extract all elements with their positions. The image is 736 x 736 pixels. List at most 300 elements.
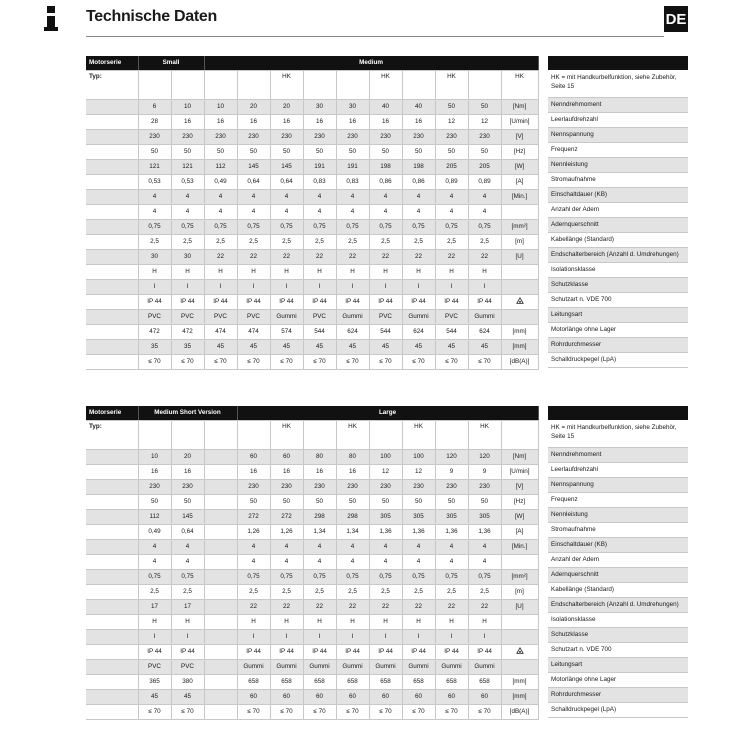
value-cell: ≤ 70 [138, 355, 171, 370]
value-cell: 4 [369, 190, 402, 205]
row-label-cell [86, 465, 138, 480]
row-label-cell [86, 130, 138, 145]
value-cell: 50 [402, 495, 435, 510]
description-cell: Leitungsart [548, 308, 688, 323]
value-cell: H [435, 265, 468, 280]
table-row [86, 265, 538, 280]
table-row [86, 675, 538, 690]
table-row [86, 645, 538, 660]
row-label-cell [86, 115, 138, 130]
row-label-cell [86, 705, 138, 720]
table-row [86, 340, 538, 355]
value-cell: 0,75 [204, 220, 237, 235]
value-cell: 121 [171, 160, 204, 175]
value-cell: 4 [369, 555, 402, 570]
description-cell: Einschaltdauer (KB) [548, 538, 688, 553]
value-cell: 0,75 [336, 220, 369, 235]
value-cell: ≤ 70 [468, 705, 501, 720]
value-cell: 230 [369, 130, 402, 145]
description-cell: Endschalterbereich (Anzahl d. Umdrehungen) [548, 598, 688, 613]
value-cell: 4 [435, 205, 468, 220]
value-cell: 45 [435, 340, 468, 355]
value-cell: 4 [435, 555, 468, 570]
type-cell [138, 421, 171, 450]
row-label-cell [86, 160, 138, 175]
value-cell: Gummi [303, 660, 336, 675]
type-cell: HK [468, 421, 501, 450]
value-cell: 0,75 [171, 570, 204, 585]
value-cell: IP 44 [303, 645, 336, 660]
row-label-cell [86, 570, 138, 585]
value-cell: H [402, 265, 435, 280]
value-cell: 230 [435, 130, 468, 145]
value-cell: I [270, 280, 303, 295]
description-cell: Nennleistung [548, 158, 688, 173]
value-cell: 4 [171, 555, 204, 570]
row-label-cell [86, 525, 138, 540]
unit-cell: [mm²] [501, 570, 538, 585]
value-cell: IP 44 [336, 645, 369, 660]
value-cell [204, 510, 237, 525]
table-row [86, 705, 538, 720]
unit-cell: [Hz] [501, 145, 538, 160]
value-cell: 16 [270, 465, 303, 480]
value-cell: 658 [402, 675, 435, 690]
page-title: Technische Daten [86, 8, 217, 25]
value-cell: ≤ 70 [468, 355, 501, 370]
value-cell: 230 [402, 130, 435, 145]
value-cell: 12 [369, 465, 402, 480]
value-cell: Gummi [336, 310, 369, 325]
value-cell: 60 [369, 690, 402, 705]
unit-cell: [A] [501, 525, 538, 540]
description-cell: Rohrdurchmesser [548, 338, 688, 353]
row-label-cell [86, 450, 138, 465]
value-cell: 22 [270, 600, 303, 615]
value-cell: 45 [303, 340, 336, 355]
value-cell: ≤ 70 [435, 705, 468, 720]
value-cell: 230 [369, 480, 402, 495]
value-cell: 12 [468, 115, 501, 130]
value-cell: 0,75 [171, 220, 204, 235]
value-cell: I [303, 280, 336, 295]
value-cell: 1,36 [435, 525, 468, 540]
value-cell: H [171, 265, 204, 280]
value-cell: 4 [270, 540, 303, 555]
value-cell: 50 [270, 495, 303, 510]
value-cell: 2,5 [303, 235, 336, 250]
table-row [86, 190, 538, 205]
value-cell: 50 [435, 145, 468, 160]
description-cell: Schutzklasse [548, 628, 688, 643]
value-cell: 624 [468, 325, 501, 340]
unit-cell [501, 205, 538, 220]
value-cell: 544 [303, 325, 336, 340]
value-cell: 305 [369, 510, 402, 525]
motor-series-label: Motorserie [86, 406, 138, 421]
value-cell: IP 44 [270, 645, 303, 660]
value-cell: H [171, 615, 204, 630]
description-cell: Nennleistung [548, 508, 688, 523]
value-cell: IP 44 [402, 295, 435, 310]
value-cell: 22 [369, 600, 402, 615]
value-cell: 0,75 [336, 570, 369, 585]
value-cell: IP 44 [369, 645, 402, 660]
value-cell: 0,64 [270, 175, 303, 190]
value-cell: H [369, 615, 402, 630]
value-cell: 9 [468, 465, 501, 480]
unit-cell: [Hz] [501, 495, 538, 510]
group-header: Medium Short Version [138, 406, 237, 421]
value-cell: 22 [336, 250, 369, 265]
value-cell: 50 [270, 145, 303, 160]
value-cell: 1,36 [369, 525, 402, 540]
value-cell: 1,34 [336, 525, 369, 540]
value-cell: 50 [435, 100, 468, 115]
value-cell: PVC [138, 660, 171, 675]
description-cell: Frequenz [548, 143, 688, 158]
value-cell [204, 660, 237, 675]
value-cell: 0,89 [468, 175, 501, 190]
value-cell: 624 [336, 325, 369, 340]
value-cell: 4 [270, 555, 303, 570]
value-cell: 2,5 [336, 585, 369, 600]
value-cell: 16 [336, 465, 369, 480]
type-cell [303, 71, 336, 100]
description-cell: Stromaufnahme [548, 173, 688, 188]
value-cell: PVC [435, 310, 468, 325]
value-cell: 120 [435, 450, 468, 465]
value-cell: H [435, 615, 468, 630]
value-cell: 50 [138, 495, 171, 510]
value-cell: 20 [270, 100, 303, 115]
row-label-cell [86, 325, 138, 340]
table-row [86, 130, 538, 145]
description-cell: Frequenz [548, 493, 688, 508]
unit-cell: [Min.] [501, 540, 538, 555]
value-cell: 45 [138, 690, 171, 705]
unit-cell: [dB(A)] [501, 705, 538, 720]
value-cell: 4 [303, 190, 336, 205]
value-cell: 2,5 [435, 235, 468, 250]
value-cell: 4 [336, 555, 369, 570]
value-cell: 272 [237, 510, 270, 525]
unit-cell: [mm] [501, 325, 538, 340]
value-cell: 474 [204, 325, 237, 340]
value-cell: 4 [270, 190, 303, 205]
type-cell: HK [270, 71, 303, 100]
value-cell: 12 [402, 465, 435, 480]
unit-cell: [U/min] [501, 115, 538, 130]
value-cell: Gummi [369, 660, 402, 675]
type-label: Typ: [86, 71, 138, 100]
value-cell: 120 [468, 450, 501, 465]
value-cell: ≤ 70 [171, 705, 204, 720]
value-cell: 305 [402, 510, 435, 525]
value-cell: 191 [303, 160, 336, 175]
unit-cell: [W] [501, 510, 538, 525]
value-cell: IP 44 [237, 295, 270, 310]
value-cell: 0,75 [435, 570, 468, 585]
row-label-cell [86, 235, 138, 250]
value-cell: H [237, 265, 270, 280]
description-cell: Schalldruckpegel (LpA) [548, 703, 688, 718]
type-cell: HK [336, 421, 369, 450]
value-cell: 50 [435, 495, 468, 510]
value-cell: 30 [336, 100, 369, 115]
value-cell: 22 [468, 250, 501, 265]
value-cell: I [171, 280, 204, 295]
row-label-cell [86, 630, 138, 645]
type-cell: HK [501, 71, 538, 100]
value-cell: 4 [402, 540, 435, 555]
table-row [86, 100, 538, 115]
value-cell: I [468, 280, 501, 295]
row-label-cell [86, 495, 138, 510]
unit-cell: [A] [501, 175, 538, 190]
header-divider [86, 36, 664, 37]
value-cell: 0,75 [369, 220, 402, 235]
table-row [86, 555, 538, 570]
value-cell: 0,49 [204, 175, 237, 190]
description-cell: Anzahl der Adern [548, 553, 688, 568]
unit-cell [501, 645, 538, 660]
description-cell: Schutzart n. VDE 700 [548, 293, 688, 308]
value-cell: 230 [270, 480, 303, 495]
protection-icon [516, 297, 524, 305]
table-row [86, 570, 538, 585]
value-cell: 16 [303, 115, 336, 130]
table-row [86, 355, 538, 370]
value-cell: 230 [468, 480, 501, 495]
value-cell: 305 [468, 510, 501, 525]
unit-cell: [dB(A)] [501, 355, 538, 370]
value-cell: PVC [204, 310, 237, 325]
value-cell: IP 44 [171, 295, 204, 310]
description-column [548, 56, 688, 368]
value-cell: 60 [402, 690, 435, 705]
value-cell: 30 [138, 250, 171, 265]
unit-cell: [mm] [501, 690, 538, 705]
value-cell: 4 [402, 190, 435, 205]
value-cell [204, 615, 237, 630]
unit-cell: [W] [501, 160, 538, 175]
table-row [86, 480, 538, 495]
type-cell [171, 71, 204, 100]
value-cell: 60 [237, 690, 270, 705]
value-cell: 2,5 [435, 585, 468, 600]
table-row [86, 250, 538, 265]
row-label-cell [86, 555, 138, 570]
value-cell: 9 [435, 465, 468, 480]
value-cell [204, 450, 237, 465]
value-cell: 16 [270, 115, 303, 130]
table-row [86, 510, 538, 525]
value-cell [204, 645, 237, 660]
description-cell: Nennspannung [548, 128, 688, 143]
value-cell: 0,75 [369, 570, 402, 585]
value-cell: 0,53 [171, 175, 204, 190]
value-cell: I [336, 630, 369, 645]
value-cell: 0,75 [270, 220, 303, 235]
value-cell [204, 690, 237, 705]
value-cell: 22 [435, 250, 468, 265]
value-cell: 4 [138, 540, 171, 555]
value-cell: 4 [204, 190, 237, 205]
value-cell: I [138, 630, 171, 645]
value-cell: 35 [171, 340, 204, 355]
value-cell: 22 [336, 600, 369, 615]
value-cell: 45 [402, 340, 435, 355]
value-cell: 0,75 [303, 570, 336, 585]
value-cell: 4 [237, 555, 270, 570]
unit-cell: [Min.] [501, 190, 538, 205]
value-cell: 22 [303, 250, 336, 265]
value-cell: 50 [336, 145, 369, 160]
description-cell: Isolationsklasse [548, 613, 688, 628]
value-cell: 145 [237, 160, 270, 175]
unit-cell: [mm²] [501, 220, 538, 235]
type-cell [402, 71, 435, 100]
value-cell: 298 [303, 510, 336, 525]
table-row [86, 325, 538, 340]
value-cell: I [237, 630, 270, 645]
value-cell: H [336, 265, 369, 280]
value-cell: 4 [138, 205, 171, 220]
value-cell: 380 [171, 675, 204, 690]
value-cell: 112 [138, 510, 171, 525]
value-cell: 40 [402, 100, 435, 115]
value-cell: 50 [468, 145, 501, 160]
value-cell: 658 [468, 675, 501, 690]
value-cell: 0,83 [303, 175, 336, 190]
value-cell: 2,5 [402, 585, 435, 600]
value-cell: 4 [402, 205, 435, 220]
value-cell: I [237, 280, 270, 295]
table-row [86, 540, 538, 555]
value-cell: 10 [204, 100, 237, 115]
value-cell: 4 [336, 205, 369, 220]
value-cell: IP 44 [270, 295, 303, 310]
unit-cell [501, 295, 538, 310]
table-row [86, 690, 538, 705]
value-cell: H [402, 615, 435, 630]
value-cell: 272 [270, 510, 303, 525]
value-cell: 22 [468, 600, 501, 615]
row-label-cell [86, 100, 138, 115]
description-cell: Kabellänge (Standard) [548, 583, 688, 598]
value-cell: 230 [138, 480, 171, 495]
value-cell: 658 [237, 675, 270, 690]
value-cell: 45 [336, 340, 369, 355]
value-cell: 16 [138, 465, 171, 480]
value-cell: 60 [270, 690, 303, 705]
value-cell: Gummi [468, 310, 501, 325]
unit-cell [501, 310, 538, 325]
value-cell: ≤ 70 [369, 705, 402, 720]
type-cell [435, 421, 468, 450]
value-cell: 16 [171, 115, 204, 130]
value-cell: ≤ 70 [138, 705, 171, 720]
description-cell: Nenndrehmoment [548, 448, 688, 463]
table-row [86, 600, 538, 615]
row-label-cell [86, 265, 138, 280]
value-cell: 574 [270, 325, 303, 340]
value-cell: 2,5 [171, 585, 204, 600]
value-cell: 12 [435, 115, 468, 130]
row-label-cell [86, 190, 138, 205]
value-cell: 4 [171, 540, 204, 555]
value-cell: 0,49 [138, 525, 171, 540]
value-cell: 0,86 [402, 175, 435, 190]
value-cell: 4 [171, 190, 204, 205]
value-cell: 16 [303, 465, 336, 480]
value-cell: 2,5 [270, 585, 303, 600]
unit-cell [501, 280, 538, 295]
value-cell: 4 [435, 190, 468, 205]
value-cell: H [303, 265, 336, 280]
value-cell: ≤ 70 [435, 355, 468, 370]
row-label-cell [86, 480, 138, 495]
value-cell: 22 [402, 600, 435, 615]
value-cell: 4 [468, 190, 501, 205]
unit-cell [501, 630, 538, 645]
description-cell: Kabellänge (Standard) [548, 233, 688, 248]
value-cell: 624 [402, 325, 435, 340]
table-row [86, 310, 538, 325]
type-cell: HK [270, 421, 303, 450]
type-cell [468, 71, 501, 100]
unit-cell: [Nm] [501, 450, 538, 465]
value-cell: IP 44 [204, 295, 237, 310]
value-cell: ≤ 70 [237, 355, 270, 370]
value-cell: ≤ 70 [402, 355, 435, 370]
value-cell: 60 [468, 690, 501, 705]
type-cell [501, 421, 538, 450]
value-cell: 230 [138, 130, 171, 145]
description-cell: Adernquerschnitt [548, 218, 688, 233]
row-label-cell [86, 250, 138, 265]
value-cell: 0,75 [468, 220, 501, 235]
value-cell: 35 [138, 340, 171, 355]
description-cell: Motorlänge ohne Lager [548, 673, 688, 688]
value-cell: 16 [204, 115, 237, 130]
value-cell: 230 [237, 130, 270, 145]
value-cell: 121 [138, 160, 171, 175]
value-cell: 365 [138, 675, 171, 690]
unit-cell: [V] [501, 480, 538, 495]
value-cell: H [138, 615, 171, 630]
value-cell: 4 [138, 555, 171, 570]
value-cell: ≤ 70 [270, 705, 303, 720]
row-label-cell [86, 645, 138, 660]
value-cell: 2,5 [237, 235, 270, 250]
value-cell: 2,5 [171, 235, 204, 250]
value-cell: 4 [303, 205, 336, 220]
value-cell: 16 [237, 115, 270, 130]
description-cell: Leerlaufdrehzahl [548, 463, 688, 478]
value-cell: I [369, 630, 402, 645]
table-row [86, 145, 538, 160]
value-cell: IP 44 [303, 295, 336, 310]
value-cell: 22 [402, 250, 435, 265]
table-row [86, 465, 538, 480]
value-cell [204, 555, 237, 570]
value-cell [204, 600, 237, 615]
type-cell [204, 71, 237, 100]
value-cell: 205 [468, 160, 501, 175]
description-cell: Adernquerschnitt [548, 568, 688, 583]
